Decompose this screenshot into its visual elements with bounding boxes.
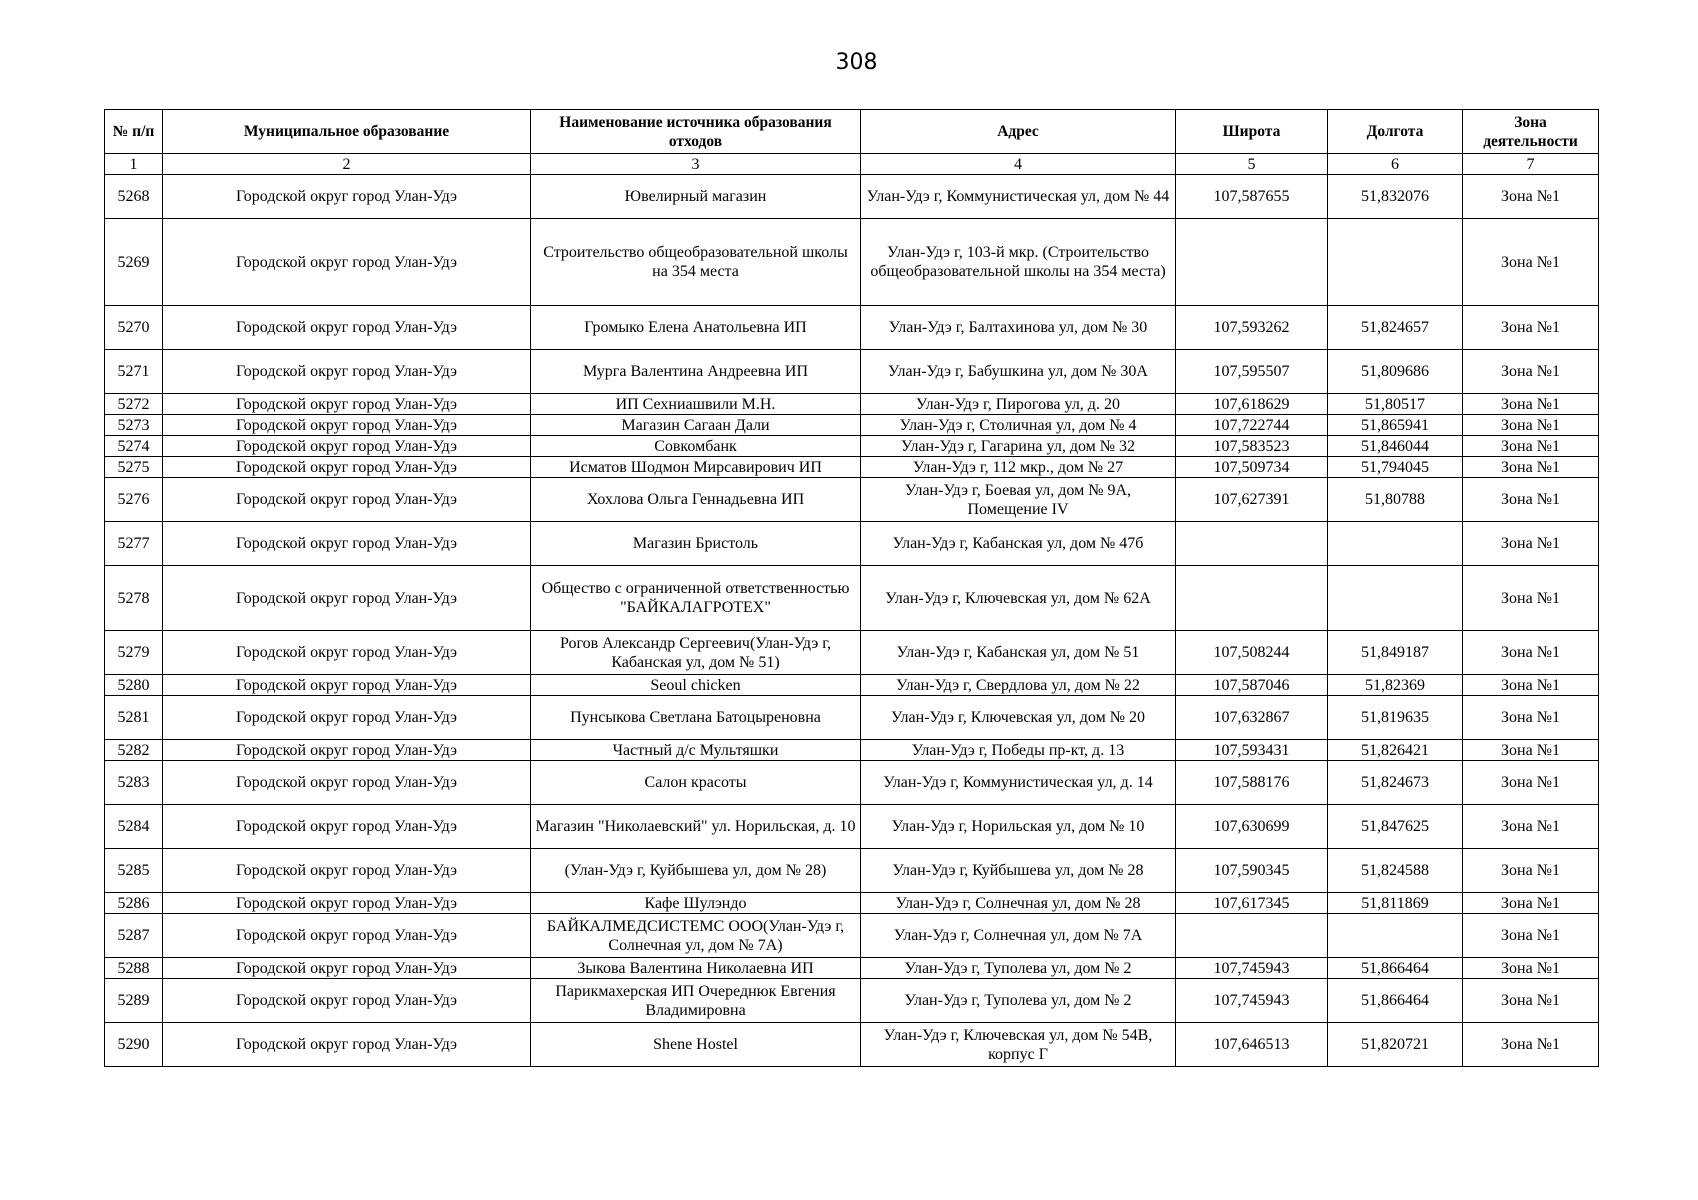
longitude-cell: 51,80517 (1328, 394, 1463, 415)
table-row (105, 631, 1599, 675)
source-cell: Хохлова Ольга Геннадьевна ИП (531, 478, 861, 522)
latitude-cell (1176, 566, 1328, 631)
table-row (105, 1023, 1599, 1067)
municipality-cell: Городской округ город Улан-Удэ (163, 805, 531, 849)
latitude-cell: 107,587655 (1176, 175, 1328, 219)
table-row (105, 219, 1599, 306)
longitude-cell (1328, 914, 1463, 958)
longitude-cell: 51,826421 (1328, 740, 1463, 761)
zone-cell: Зона №1 (1463, 958, 1599, 979)
table-row (105, 696, 1599, 740)
zone-cell: Зона №1 (1463, 761, 1599, 805)
row-number: 5273 (105, 415, 163, 436)
municipality-cell: Городской округ город Улан-Удэ (163, 914, 531, 958)
latitude-cell: 107,593431 (1176, 740, 1328, 761)
source-cell: Зыкова Валентина Николаевна ИП (531, 958, 861, 979)
header-longitude: Долгота (1328, 110, 1463, 154)
header-zone: Зона деятельности (1463, 110, 1599, 154)
municipality-cell: Городской округ город Улан-Удэ (163, 849, 531, 893)
table-row (105, 415, 1599, 436)
column-number: 4 (861, 154, 1176, 175)
longitude-cell: 51,849187 (1328, 631, 1463, 675)
source-cell: Shene Hostel (531, 1023, 861, 1067)
longitude-cell: 51,824657 (1328, 306, 1463, 350)
latitude-cell: 107,583523 (1176, 436, 1328, 457)
latitude-cell: 107,630699 (1176, 805, 1328, 849)
zone-cell: Зона №1 (1463, 675, 1599, 696)
row-number: 5281 (105, 696, 163, 740)
header-latitude: Широта (1176, 110, 1328, 154)
longitude-cell: 51,866464 (1328, 979, 1463, 1023)
row-number: 5278 (105, 566, 163, 631)
address-cell: Улан-Удэ г, Коммунистическая ул, дом № 44 (861, 175, 1176, 219)
row-number: 5269 (105, 219, 163, 306)
source-cell: Совкомбанк (531, 436, 861, 457)
address-cell: Улан-Удэ г, Боевая ул, дом № 9А, Помещение IV (861, 478, 1176, 522)
waste-sources-table (104, 109, 1599, 1067)
latitude-cell (1176, 219, 1328, 306)
source-cell: Ювелирный магазин (531, 175, 861, 219)
longitude-cell: 51,811869 (1328, 893, 1463, 914)
table-row (105, 436, 1599, 457)
municipality-cell: Городской округ город Улан-Удэ (163, 631, 531, 675)
municipality-cell: Городской округ город Улан-Удэ (163, 306, 531, 350)
municipality-cell: Городской округ город Улан-Удэ (163, 696, 531, 740)
municipality-cell: Городской округ город Улан-Удэ (163, 478, 531, 522)
address-cell: Улан-Удэ г, Столичная ул, дом № 4 (861, 415, 1176, 436)
longitude-cell: 51,824588 (1328, 849, 1463, 893)
municipality-cell: Городской округ город Улан-Удэ (163, 415, 531, 436)
latitude-cell: 107,587046 (1176, 675, 1328, 696)
page-number: 308 (835, 50, 878, 75)
source-cell: Пунсыкова Светлана Батоцыреновна (531, 696, 861, 740)
row-number: 5277 (105, 522, 163, 566)
row-number: 5268 (105, 175, 163, 219)
longitude-cell: 51,80788 (1328, 478, 1463, 522)
longitude-cell: 51,866464 (1328, 958, 1463, 979)
longitude-cell: 51,819635 (1328, 696, 1463, 740)
table-row (105, 566, 1599, 631)
municipality-cell: Городской округ город Улан-Удэ (163, 958, 531, 979)
row-number: 5286 (105, 893, 163, 914)
source-cell: Парикмахерская ИП Очереднюк Евгения Владимировна (531, 979, 861, 1023)
latitude-cell: 107,593262 (1176, 306, 1328, 350)
latitude-cell: 107,617345 (1176, 893, 1328, 914)
address-cell: Улан-Удэ г, Пирогова ул, д. 20 (861, 394, 1176, 415)
header-source: Наименование источника образования отходов (531, 110, 861, 154)
address-cell: Улан-Удэ г, Бабушкина ул, дом № 30А (861, 350, 1176, 394)
latitude-cell: 107,745943 (1176, 979, 1328, 1023)
table-row (105, 175, 1599, 219)
address-cell: Улан-Удэ г, Ключевская ул, дом № 20 (861, 696, 1176, 740)
zone-cell: Зона №1 (1463, 415, 1599, 436)
row-number: 5283 (105, 761, 163, 805)
table-header (105, 110, 1599, 175)
latitude-cell: 107,745943 (1176, 958, 1328, 979)
zone-cell: Зона №1 (1463, 175, 1599, 219)
row-number: 5279 (105, 631, 163, 675)
row-number: 5276 (105, 478, 163, 522)
column-number: 2 (163, 154, 531, 175)
table-row (105, 478, 1599, 522)
address-cell: Улан-Удэ г, 103-й мкр. (Строительство общеобразовательной школы на 354 места) (861, 219, 1176, 306)
source-cell: Seoul chicken (531, 675, 861, 696)
source-cell: БАЙКАЛМЕДСИСТЕМС ООО(Улан-Удэ г, Солнечная ул, дом № 7А) (531, 914, 861, 958)
address-cell: Улан-Удэ г, Коммунистическая ул, д. 14 (861, 761, 1176, 805)
latitude-cell: 107,646513 (1176, 1023, 1328, 1067)
row-number: 5271 (105, 350, 163, 394)
table-row (105, 394, 1599, 415)
latitude-cell: 107,632867 (1176, 696, 1328, 740)
column-number: 3 (531, 154, 861, 175)
municipality-cell: Городской округ город Улан-Удэ (163, 175, 531, 219)
source-cell: Мурга Валентина Андреевна ИП (531, 350, 861, 394)
municipality-cell: Городской округ город Улан-Удэ (163, 436, 531, 457)
longitude-cell: 51,824673 (1328, 761, 1463, 805)
table-row (105, 457, 1599, 478)
column-number: 6 (1328, 154, 1463, 175)
municipality-cell: Городской округ город Улан-Удэ (163, 566, 531, 631)
address-cell: Улан-Удэ г, Солнечная ул, дом № 28 (861, 893, 1176, 914)
row-number: 5289 (105, 979, 163, 1023)
row-number: 5287 (105, 914, 163, 958)
source-cell: Кафе Шулэндо (531, 893, 861, 914)
municipality-cell: Городской округ город Улан-Удэ (163, 740, 531, 761)
row-number: 5288 (105, 958, 163, 979)
address-cell: Улан-Удэ г, Ключевская ул, дом № 54В, корпус Г (861, 1023, 1176, 1067)
column-number: 5 (1176, 154, 1328, 175)
latitude-cell: 107,509734 (1176, 457, 1328, 478)
longitude-cell: 51,832076 (1328, 175, 1463, 219)
municipality-cell: Городской округ город Улан-Удэ (163, 979, 531, 1023)
table-row (105, 522, 1599, 566)
zone-cell: Зона №1 (1463, 350, 1599, 394)
zone-cell: Зона №1 (1463, 805, 1599, 849)
row-number: 5275 (105, 457, 163, 478)
zone-cell: Зона №1 (1463, 566, 1599, 631)
address-cell: Улан-Удэ г, Туполева ул, дом № 2 (861, 979, 1176, 1023)
row-number: 5285 (105, 849, 163, 893)
header-row (105, 110, 1599, 154)
municipality-cell: Городской округ город Улан-Удэ (163, 522, 531, 566)
longitude-cell: 51,794045 (1328, 457, 1463, 478)
table-row (105, 306, 1599, 350)
zone-cell: Зона №1 (1463, 219, 1599, 306)
longitude-cell: 51,809686 (1328, 350, 1463, 394)
address-cell: Улан-Удэ г, Кабанская ул, дом № 47б (861, 522, 1176, 566)
table-row (105, 675, 1599, 696)
zone-cell: Зона №1 (1463, 436, 1599, 457)
zone-cell: Зона №1 (1463, 740, 1599, 761)
zone-cell: Зона №1 (1463, 522, 1599, 566)
column-number: 7 (1463, 154, 1599, 175)
source-cell: Магазин Бристоль (531, 522, 861, 566)
municipality-cell: Городской округ город Улан-Удэ (163, 1023, 531, 1067)
column-number-row (105, 154, 1599, 175)
zone-cell: Зона №1 (1463, 457, 1599, 478)
source-cell: Строительство общеобразовательной школы на 354 места (531, 219, 861, 306)
municipality-cell: Городской округ город Улан-Удэ (163, 893, 531, 914)
source-cell: Исматов Шодмон Мирсавирович ИП (531, 457, 861, 478)
longitude-cell: 51,846044 (1328, 436, 1463, 457)
table-row (105, 350, 1599, 394)
table-body (105, 175, 1599, 1067)
zone-cell: Зона №1 (1463, 306, 1599, 350)
municipality-cell: Городской округ город Улан-Удэ (163, 675, 531, 696)
zone-cell: Зона №1 (1463, 1023, 1599, 1067)
address-cell: Улан-Удэ г, Ключевская ул, дом № 62А (861, 566, 1176, 631)
table-row (105, 740, 1599, 761)
source-cell: Рогов Александр Сергеевич(Улан-Удэ г, Кабанская ул, дом № 51) (531, 631, 861, 675)
zone-cell: Зона №1 (1463, 631, 1599, 675)
header-num: № п/п (105, 110, 163, 154)
header-municipality: Муниципальное образование (163, 110, 531, 154)
zone-cell: Зона №1 (1463, 696, 1599, 740)
address-cell: Улан-Удэ г, Победы пр-кт, д. 13 (861, 740, 1176, 761)
source-cell: Магазин Сагаан Дали (531, 415, 861, 436)
municipality-cell: Городской округ город Улан-Удэ (163, 761, 531, 805)
zone-cell: Зона №1 (1463, 849, 1599, 893)
zone-cell: Зона №1 (1463, 478, 1599, 522)
row-number: 5282 (105, 740, 163, 761)
table-row (105, 979, 1599, 1023)
latitude-cell: 107,618629 (1176, 394, 1328, 415)
address-cell: Улан-Удэ г, Гагарина ул, дом № 32 (861, 436, 1176, 457)
municipality-cell: Городской округ город Улан-Удэ (163, 394, 531, 415)
longitude-cell: 51,865941 (1328, 415, 1463, 436)
address-cell: Улан-Удэ г, Куйбышева ул, дом № 28 (861, 849, 1176, 893)
source-cell: Частный д/с Мультяшки (531, 740, 861, 761)
source-cell: Общество с ограниченной ответственностью "БАЙКАЛАГРОТЕХ" (531, 566, 861, 631)
source-cell: Салон красоты (531, 761, 861, 805)
longitude-cell: 51,820721 (1328, 1023, 1463, 1067)
latitude-cell: 107,595507 (1176, 350, 1328, 394)
latitude-cell (1176, 914, 1328, 958)
address-cell: Улан-Удэ г, Норильская ул, дом № 10 (861, 805, 1176, 849)
municipality-cell: Городской округ город Улан-Удэ (163, 350, 531, 394)
zone-cell: Зона №1 (1463, 979, 1599, 1023)
address-cell: Улан-Удэ г, Свердлова ул, дом № 22 (861, 675, 1176, 696)
latitude-cell: 107,627391 (1176, 478, 1328, 522)
table-row (105, 849, 1599, 893)
row-number: 5280 (105, 675, 163, 696)
latitude-cell: 107,508244 (1176, 631, 1328, 675)
address-cell: Улан-Удэ г, Кабанская ул, дом № 51 (861, 631, 1176, 675)
zone-cell: Зона №1 (1463, 914, 1599, 958)
longitude-cell (1328, 566, 1463, 631)
table-row (105, 914, 1599, 958)
longitude-cell (1328, 522, 1463, 566)
address-cell: Улан-Удэ г, Балтахинова ул, дом № 30 (861, 306, 1176, 350)
latitude-cell: 107,588176 (1176, 761, 1328, 805)
source-cell: ИП Сехниашвили М.Н. (531, 394, 861, 415)
address-cell: Улан-Удэ г, Солнечная ул, дом № 7А (861, 914, 1176, 958)
table-row (105, 958, 1599, 979)
longitude-cell: 51,82369 (1328, 675, 1463, 696)
municipality-cell: Городской округ город Улан-Удэ (163, 219, 531, 306)
longitude-cell (1328, 219, 1463, 306)
source-cell: Магазин "Николаевский" ул. Норильская, д. 10 (531, 805, 861, 849)
source-cell: (Улан-Удэ г, Куйбышева ул, дом № 28) (531, 849, 861, 893)
latitude-cell: 107,590345 (1176, 849, 1328, 893)
table-row (105, 893, 1599, 914)
row-number: 5270 (105, 306, 163, 350)
zone-cell: Зона №1 (1463, 394, 1599, 415)
latitude-cell: 107,722744 (1176, 415, 1328, 436)
row-number: 5290 (105, 1023, 163, 1067)
source-cell: Громыко Елена Анатольевна ИП (531, 306, 861, 350)
row-number: 5284 (105, 805, 163, 849)
address-cell: Улан-Удэ г, 112 мкр., дом № 27 (861, 457, 1176, 478)
address-cell: Улан-Удэ г, Туполева ул, дом № 2 (861, 958, 1176, 979)
zone-cell: Зона №1 (1463, 893, 1599, 914)
row-number: 5272 (105, 394, 163, 415)
table-row (105, 761, 1599, 805)
row-number: 5274 (105, 436, 163, 457)
latitude-cell (1176, 522, 1328, 566)
column-number: 1 (105, 154, 163, 175)
header-address: Адрес (861, 110, 1176, 154)
municipality-cell: Городской округ город Улан-Удэ (163, 457, 531, 478)
table-row (105, 805, 1599, 849)
longitude-cell: 51,847625 (1328, 805, 1463, 849)
